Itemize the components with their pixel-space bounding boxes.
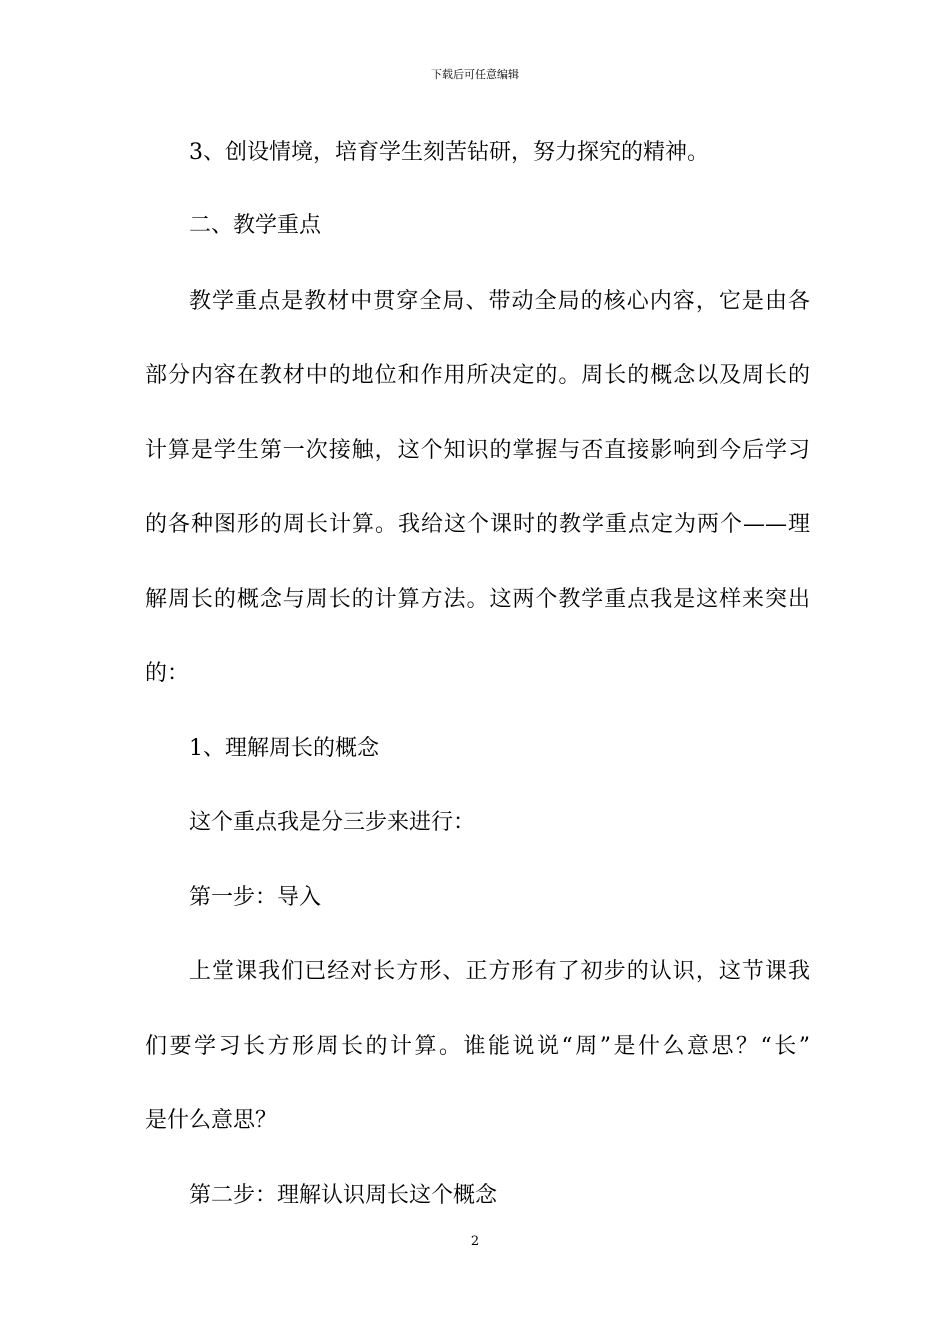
page-number: 2	[470, 1234, 480, 1249]
paragraph-line: 部分内容在教材中的地位和作用所决定的。周长的概念以及周长的	[145, 363, 810, 388]
paragraph-line: 的各种图形的周长计算。我给这个课时的教学重点定为两个——理	[145, 512, 810, 537]
paragraph-line: 这个重点我是分三步来进行：	[189, 810, 476, 835]
page-header: 下载后可任意编辑	[431, 68, 519, 81]
paragraph-line: 计算是学生第一次接触，这个知识的掌握与否直接影响到今后学习	[145, 438, 810, 463]
paragraph-line: 3、创设情境，培育学生刻苦钻研，努力探究的精神。	[189, 140, 709, 165]
subsection-heading: 1、理解周长的概念	[189, 736, 379, 761]
section-heading: 二、教学重点	[189, 213, 322, 238]
paragraph-line: 们要学习长方形周长的计算。谁能说说“周”是什么意思？“长”	[145, 1034, 810, 1059]
step-heading: 第一步：导入	[189, 885, 322, 910]
paragraph-line: 的：	[145, 661, 190, 686]
paragraph-line: 上堂课我们已经对长方形、正方形有了初步的认识，这节课我	[189, 959, 810, 984]
step-heading: 第二步：理解认识周长这个概念	[189, 1183, 498, 1208]
paragraph-line: 教学重点是教材中贯穿全局、带动全局的核心内容，它是由各	[189, 289, 810, 314]
paragraph-line: 解周长的概念与周长的计算方法。这两个教学重点我是这样来突出	[145, 587, 810, 612]
paragraph-line: 是什么意思？	[145, 1108, 278, 1133]
